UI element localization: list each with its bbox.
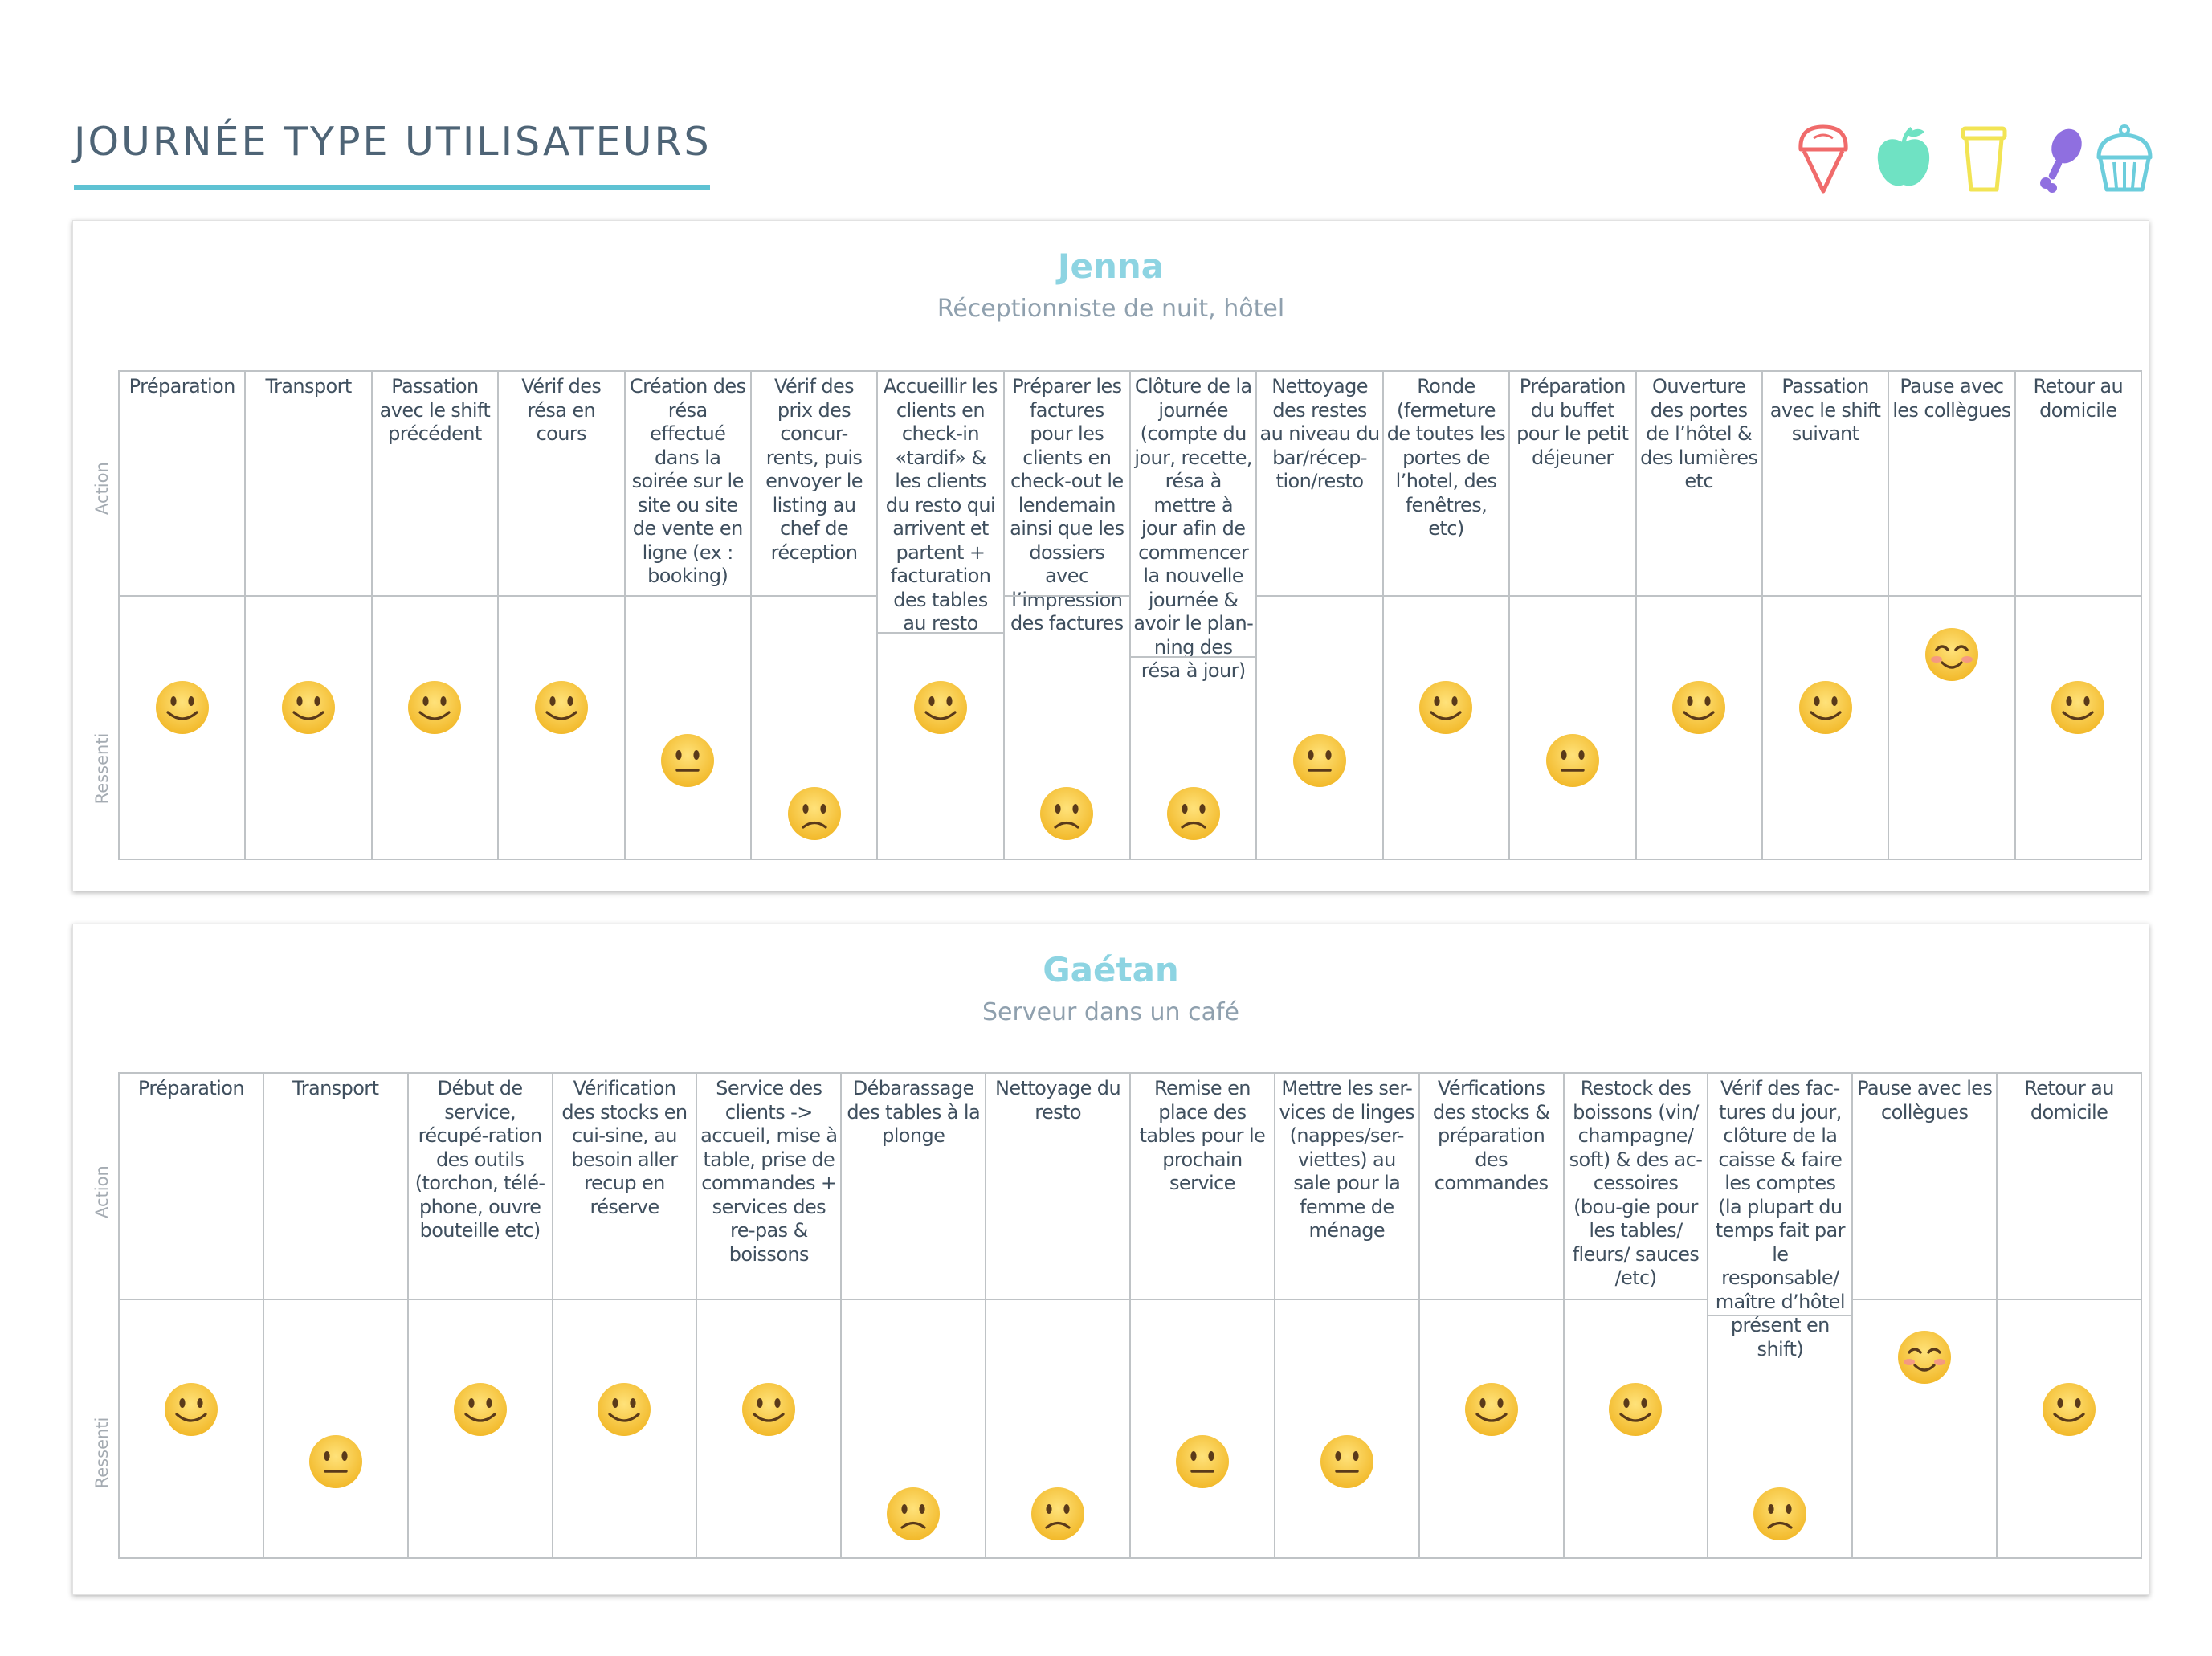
emoji-smile-icon bbox=[533, 679, 590, 736]
journey-step bbox=[244, 370, 372, 860]
cupcake-icon bbox=[2092, 122, 2157, 194]
emoji-happy-icon bbox=[1923, 626, 1981, 683]
step-action: Vérif des fac-tures du jour, clôture de la caisse & faire les comptes (la plupart du temps fait par le responsable/ maître d’hôtel présent en shift) bbox=[1707, 1072, 1853, 1316]
row-label-feeling: Ressenti bbox=[92, 1417, 112, 1489]
emoji-smile-icon bbox=[2040, 1381, 2098, 1438]
journey-step bbox=[876, 370, 1004, 860]
emoji-neutral-icon bbox=[1173, 1433, 1231, 1491]
emoji-neutral-icon bbox=[307, 1433, 365, 1491]
emoji-sad-icon bbox=[1029, 1485, 1087, 1543]
journey-step bbox=[1003, 370, 1131, 860]
persona-role: Serveur dans un café bbox=[982, 998, 1239, 1026]
row-label-feeling: Ressenti bbox=[92, 732, 112, 805]
step-action: Pause avec les collègues bbox=[1888, 370, 2015, 597]
step-action: Création des résa effectué dans la soirée sur le site ou site de vente en ligne (ex : booking) bbox=[624, 370, 752, 597]
emoji-happy-icon bbox=[1896, 1328, 1953, 1386]
step-action: Nettoyage du resto bbox=[985, 1072, 1131, 1300]
emoji-neutral-icon bbox=[1318, 1433, 1376, 1491]
journey-step bbox=[1508, 370, 1636, 860]
step-action: Retour au domicile bbox=[1996, 1072, 2142, 1300]
step-action: Vérification des stocks en cui-sine, au besoin aller recup en réserve bbox=[552, 1072, 698, 1300]
step-feeling bbox=[876, 632, 1004, 860]
journey-step bbox=[1129, 370, 1257, 860]
ice-cream-icon bbox=[1791, 122, 1855, 194]
emoji-sad-icon bbox=[1165, 785, 1222, 842]
step-action: Préparation du buffet pour le petit déjeuner bbox=[1508, 370, 1636, 597]
step-action: Transport bbox=[263, 1072, 409, 1300]
emoji-sad-icon bbox=[786, 785, 843, 842]
step-action: Préparer les factures pour les clients en check-out le lendemain ainsi que les dossiers avec l’impression des factures bbox=[1003, 370, 1131, 597]
journey-step bbox=[624, 370, 752, 860]
emoji-smile-icon bbox=[162, 1381, 220, 1438]
persona-panel-jenna bbox=[72, 220, 2149, 891]
emoji-sad-icon bbox=[1038, 785, 1096, 842]
page-title: JOURNÉE TYPE UTILISATEURS bbox=[74, 119, 712, 165]
step-action: Remise en place des tables pour le prochain service bbox=[1129, 1072, 1275, 1300]
emoji-smile-icon bbox=[740, 1381, 798, 1438]
emoji-sad-icon bbox=[1751, 1485, 1809, 1543]
journey-step bbox=[407, 1072, 553, 1559]
journey-step bbox=[263, 1072, 409, 1559]
journey-step bbox=[1707, 1072, 1853, 1559]
step-feeling bbox=[1129, 1299, 1275, 1559]
journey-step bbox=[840, 1072, 986, 1559]
journey-step bbox=[696, 1072, 842, 1559]
emoji-neutral-icon bbox=[1291, 732, 1349, 789]
emoji-smile-icon bbox=[1670, 679, 1728, 736]
emoji-smile-icon bbox=[2049, 679, 2107, 736]
journey-step bbox=[118, 1072, 264, 1559]
journey-step bbox=[1418, 1072, 1565, 1559]
step-action: Nettoyage des restes au niveau du bar/récep-tion/resto bbox=[1255, 370, 1383, 597]
journey-step bbox=[1761, 370, 1889, 860]
row-label-action: Action bbox=[92, 1165, 112, 1218]
journey-step bbox=[1129, 1072, 1275, 1559]
step-action: Ouverture des portes de l’hôtel & des lumières etc bbox=[1635, 370, 1763, 597]
emoji-sad-icon bbox=[884, 1485, 942, 1543]
emoji-smile-icon bbox=[153, 679, 211, 736]
journey-step bbox=[552, 1072, 698, 1559]
row-label-action: Action bbox=[92, 462, 112, 515]
emoji-neutral-icon bbox=[659, 732, 716, 789]
chicken-leg-icon bbox=[2028, 122, 2092, 194]
journey-step bbox=[1382, 370, 1510, 860]
emoji-smile-icon bbox=[1606, 1381, 1664, 1438]
step-action: Clôture de la journée (compte du jour, recette, résa à mettre à jour afin de commencer la nouvelle journée & avoir le plan-ning des résa à jour) bbox=[1129, 370, 1257, 658]
persona-name: Gaétan bbox=[1043, 950, 1179, 989]
journey-step bbox=[2014, 370, 2142, 860]
title-underline bbox=[74, 185, 710, 190]
step-feeling bbox=[1508, 595, 1636, 860]
emoji-smile-icon bbox=[280, 679, 337, 736]
step-action: Vérif des résa en cours bbox=[497, 370, 625, 597]
step-action: Mettre les ser-vices de linges (nappes/ser-viettes) au sale pour la femme de ménage bbox=[1274, 1072, 1420, 1300]
cup-icon bbox=[1952, 122, 2016, 194]
journey-step bbox=[1888, 370, 2015, 860]
step-action: Restock des boissons (vin/ champagne/ soft) & des ac-cessoires (bou-gie pour les tables/ fleurs/ sauces /etc) bbox=[1563, 1072, 1709, 1300]
journey-step bbox=[1996, 1072, 2142, 1559]
step-feeling bbox=[624, 595, 752, 860]
step-action: Passation avec le shift suivant bbox=[1761, 370, 1889, 597]
step-action: Vérif des prix des concur-rents, puis envoyer le listing au chef de réception bbox=[750, 370, 878, 597]
journey-columns bbox=[118, 370, 2141, 860]
persona-name: Jenna bbox=[1057, 247, 1165, 286]
step-action: Début de service, récupé-ration des outils (torchon, télé-phone, ouvre bouteille etc) bbox=[407, 1072, 553, 1300]
step-feeling bbox=[1274, 1299, 1420, 1559]
emoji-smile-icon bbox=[1417, 679, 1475, 736]
journey-step bbox=[1851, 1072, 1998, 1559]
journey-step bbox=[371, 370, 499, 860]
step-action: Pause avec les collègues bbox=[1851, 1072, 1998, 1300]
emoji-smile-icon bbox=[912, 679, 969, 736]
journey-step bbox=[1563, 1072, 1709, 1559]
journey-step bbox=[985, 1072, 1131, 1559]
emoji-smile-icon bbox=[1797, 679, 1855, 736]
emoji-neutral-icon bbox=[1544, 732, 1602, 789]
step-feeling bbox=[1255, 595, 1383, 860]
emoji-smile-icon bbox=[1463, 1381, 1520, 1438]
persona-role: Réceptionniste de nuit, hôtel bbox=[937, 295, 1285, 323]
step-action: Ronde (fermeture de toutes les portes de l’hotel, des fenêtres, etc) bbox=[1382, 370, 1510, 597]
journey-columns bbox=[118, 1072, 2141, 1559]
step-action: Préparation bbox=[118, 1072, 264, 1300]
decor-icons bbox=[1783, 122, 2153, 194]
journey-step bbox=[497, 370, 625, 860]
journey-step bbox=[1274, 1072, 1420, 1559]
step-action: Retour au domicile bbox=[2014, 370, 2142, 597]
step-action: Débarassage des tables à la plonge bbox=[840, 1072, 986, 1300]
journey-step bbox=[1635, 370, 1763, 860]
journey-step bbox=[118, 370, 246, 860]
step-action: Préparation bbox=[118, 370, 246, 597]
apple-icon bbox=[1871, 122, 1936, 194]
emoji-smile-icon bbox=[406, 679, 463, 736]
step-feeling bbox=[263, 1299, 409, 1559]
persona-panel-gaetan bbox=[72, 924, 2149, 1595]
step-action: Vérfications des stocks & préparation des commandes bbox=[1418, 1072, 1565, 1300]
step-action: Accueillir les clients en check-in «tardif» & les clients du resto qui arrivent et partent + facturation des tables au resto bbox=[876, 370, 1004, 634]
journey-step bbox=[750, 370, 878, 860]
emoji-smile-icon bbox=[595, 1381, 653, 1438]
journey-step bbox=[1255, 370, 1383, 860]
emoji-smile-icon bbox=[451, 1381, 509, 1438]
step-action: Service des clients -> accueil, mise à table, prise de commandes + services des re-pas & boissons bbox=[696, 1072, 842, 1300]
step-action: Transport bbox=[244, 370, 372, 597]
step-action: Passation avec le shift précédent bbox=[371, 370, 499, 597]
